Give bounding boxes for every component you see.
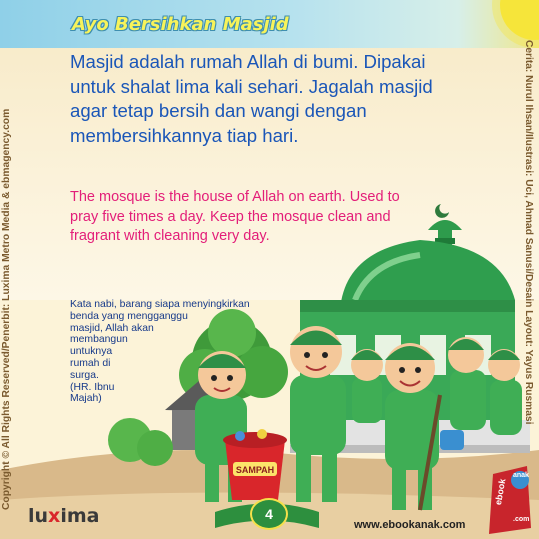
badge-text-ebook: ebook	[493, 477, 508, 506]
credits-sidebar	[516, 40, 536, 480]
badge-text-com: .com	[513, 516, 530, 523]
copyright-sidebar	[2, 70, 22, 510]
hadith-text: Kata nabi, barang siapa menyingkirkan benda yang mengganggu masjid, Allah akan membangun untuknya rumah di surga. (HR. Ibnu Majah)	[70, 299, 250, 405]
child-background-left	[351, 349, 383, 423]
logo-part-1: lu	[28, 505, 49, 527]
page-title: Ayo Bersihkan Masjid	[72, 14, 289, 35]
page-number: 4	[250, 498, 288, 530]
ebookanak-badge	[487, 466, 533, 534]
logo-x: x	[48, 505, 61, 527]
badge-text-anak: anak	[513, 472, 529, 479]
website-url: www.ebookanak.com	[354, 519, 466, 531]
luxima-logo	[28, 505, 99, 527]
copyright-text: Copyright © All Rights Reserved/Penerbit: Luxima Metro Media & ebmagency.com	[1, 108, 12, 510]
trash-bin	[223, 429, 287, 500]
indonesian-text: Masjid adalah rumah Allah di bumi. Dipakai untuk shalat lima kali sehari. Jagalah masjid agar tetap bersih dan wangi dengan membersihkannya tiap hari.	[70, 51, 433, 146]
logo-part-2: ima	[60, 505, 100, 527]
credits-text: Cerita: Nurul Ihsan/Ilustrasi: Uci, Ahmad Sanusi/Desain Layout: Yayus Rusmasi	[523, 40, 534, 425]
bin-label: SAMPAH	[235, 465, 275, 475]
english-text: The mosque is the house of Allah on earth. Used to pray five times a day. Keep the mosque clean and fragrant with cleaning very day.	[70, 189, 400, 244]
